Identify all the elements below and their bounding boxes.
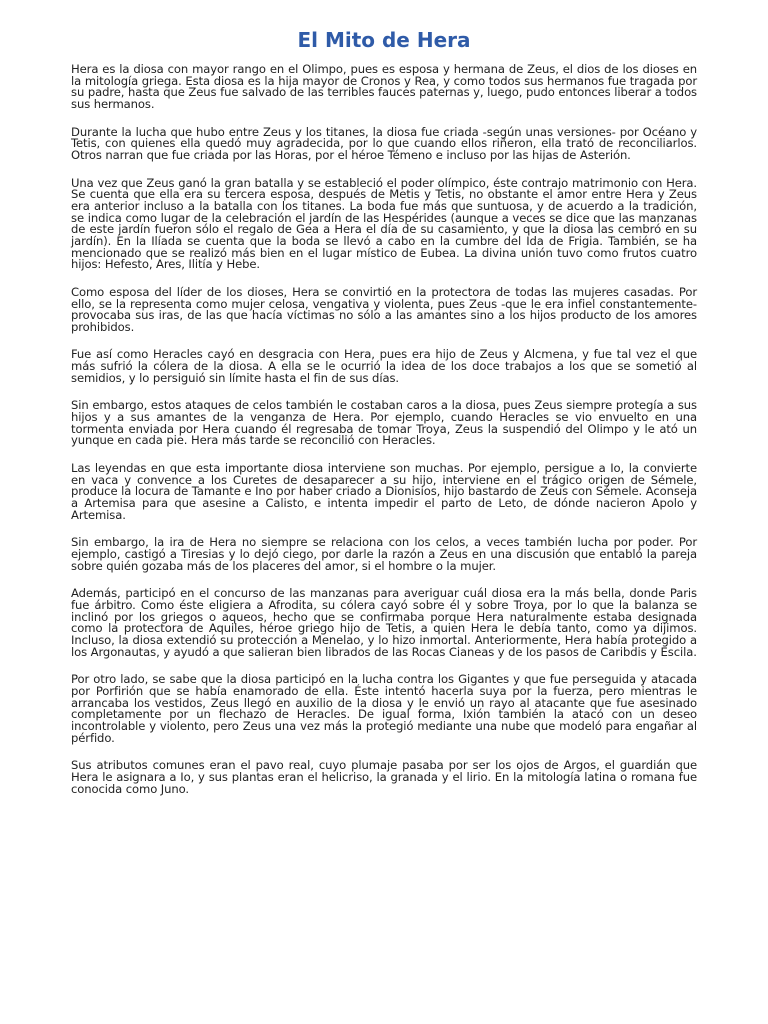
document-body xyxy=(71,64,697,811)
paragraph-3: Una vez que Zeus ganó la gran batalla y se estableció el poder olímpico, éste contrajo matrimonio con Hera. Se cuenta que ella era su tercera esposa, después de Metis y Tetis, no obstante el amor entre Hera y Zeus era anterior incluso a la batalla con los titanes. La boda fue más que suntuosa, y de acuerdo a la tradición, se indica como lugar de la celebración el jardín de las Hespérides (aunque a veces se dice que las manzanas de este jardín fueron sólo el regalo de Gea a Hera el día de su casamiento, y que la diosa las cembró en su jardín). En la Ilíada se cuenta que la boda se llevó a cabo en la cumbre del Ida de Frigia. También, se ha mencionado que se realizó más bien en el lugar místico de Eubea. La divina unión tuvo como frutos cuatro hijos: Hefesto, Ares, Ilitía y Hebe. xyxy=(71,175,697,272)
paragraph-5: Fue así como Heracles cayó en desgracia con Hera, pues era hijo de Zeus y Alcmena, y fue tal vez el que más sufrió la cólera de la diosa. A ella se le ocurrió la idea de los doce trabajos a los que se sometió al semidios, y lo persiguió sin límite hasta el fin de sus días. xyxy=(71,347,697,385)
paragraph-9: Además, participó en el concurso de las manzanas para averiguar cuál diosa era la más bella, donde Paris fue árbitro. Como éste eligiera a Afrodita, su cólera cayó sobre él y sobre Troya, por lo que la balanza se inclinó por los griegos o aqueos, hecho que se confirmaba porque Hera naturalmente estaba designada como la protectora de Aquiles, héroe griego hijo de Tetis, a quien Hera le debía tanto, como ya dijimos. Incluso, la diosa extendió su protección a Menelao, y lo hizo inmortal. Anteriormente, Hera había protegido a los Argonautas, y ayudó a que salieran bien librados de las Rocas Cianeas y de los pasos de Caribdis y Escila. xyxy=(71,586,697,659)
paragraph-7: Las leyendas en que esta importante diosa interviene son muchas. Por ejemplo, persigue a Io, la convierte en vaca y convence a los Curetes de desaparecer a su hijo, interviene en el trágico origen de Sémele, produce la locura de Tamante e Ino por haber criado a Dionisios, hijo bastardo de Zeus con Sémele. Aconseja a Artemisa para que asesine a Calisto, e intenta impedir el parto de Leto, de dónde nacieron Apolo y Artemisa. xyxy=(71,461,697,522)
paragraph-1: Hera es la diosa con mayor rango en el Olimpo, pues es esposa y hermana de Zeus, el dios de los dioses en la mitología griega. Esta diosa es la hija mayor de Cronos y Rea, y como todos sus hermanos fue tragada por su padre, hasta que Zeus fue salvado de las terribles fauces paternas y, luego, pudo entonces liberar a todos sus hermanos. xyxy=(71,62,697,111)
paragraph-11: Sus atributos comunes eran el pavo real, cuyo plumaje pasaba por ser los ojos de Argos, el guardián que Hera le asignara a Io, y sus plantas eran el helicriso, la granada y el lirio. En la mitología latina o romana fue conocida como Juno. xyxy=(71,758,697,796)
paragraph-6: Sin embargo, estos ataques de celos también le costaban caros a la diosa, pues Zeus siempre protegía a sus hijos y a sus amantes de la venganza de Hera. Por ejemplo, cuando Heracles se vio envuelto en una tormenta enviada por Hera cuando él regresaba de tomar Troya, Zeus la suspendió del Olimpo y le ató un yunque en cada pie. Hera más tarde se reconcilió con Heracles. xyxy=(71,398,697,448)
page-title: El Mito de Hera xyxy=(297,28,471,52)
paragraph-2: Durante la lucha que hubo entre Zeus y los titanes, la diosa fue criada -según unas versiones- por Océano y Tetis, con quienes ella quedó muy agradecida, por lo que cuando ellos riñeron, ella trató de reconciliarlos. Otros narran que fue criada por las Horas, por el héroe Témeno e incluso por las hijas de Asterión. xyxy=(71,124,697,162)
paragraph-8: Sin embargo, la ira de Hera no siempre se relaciona con los celos, a veces también lucha por poder. Por ejemplo, castigó a Tiresias y lo dejó ciego, por darle la razón a Zeus en una discusión que entabló la pareja sobre quién gozaba más de los placeres del amor, si el hombre o la mujer. xyxy=(71,535,697,573)
paragraph-4: Como esposa del líder de los dioses, Hera se convirtió en la protectora de todas las mujeres casadas. Por ello, se la representa como mujer celosa, vengativa y violenta, pues Zeus -que le era infiel constantemente- provocaba sus iras, de las que hacía víctimas no sólo a las amantes sino a los hijos producto de los amores prohibidos. xyxy=(71,284,697,334)
paragraph-10: Por otro lado, se sabe que la diosa participó en la lucha contra los Gigantes y que fue perseguida y atacada por Porfirión que se había enamorado de ella. Éste intentó hacerla suya por la fuerza, pero mientras le arrancaba los vestidos, Zeus llegó en auxilio de la diosa y le envió un rayo al atacante que fue asesinado completamente por un flechazo de Heracles. De igual forma, Ixión también la atacó con un deseo incontrolable y violento, pero Zeus una vez más la protegió mediante una nube que modeló para engañar al pérfido. xyxy=(71,672,697,745)
